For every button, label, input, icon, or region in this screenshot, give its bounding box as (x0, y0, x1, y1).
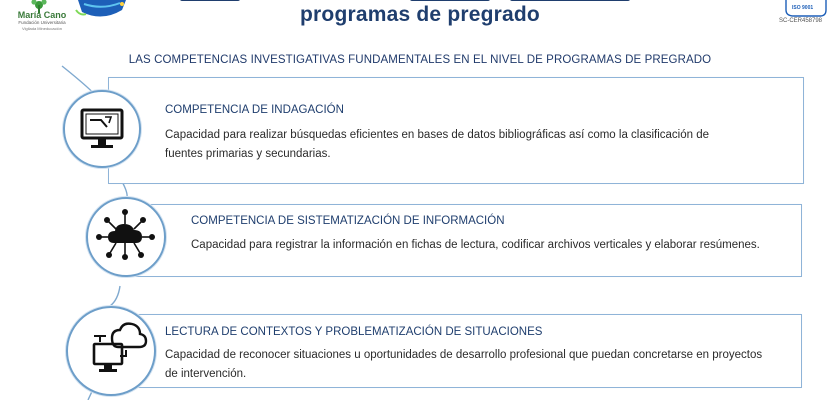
cloud-computer-icon (68, 308, 154, 394)
competency-card-indagacion (108, 77, 804, 184)
competency-description: Capacidad para realizar búsquedas eficientes en bases de datos bibliográficas así como la clasificación de fuentes primarias y secundarias. (165, 129, 710, 160)
competency-title: COMPETENCIA DE SISTEMATIZACIÓN DE INFORMACIÓN (191, 215, 505, 227)
iso-label: ISO 9001 (792, 5, 814, 11)
competency-description: Capacidad de reconocer situaciones u oportunidades de desarrollo profesional que puedan concretarse en proyectos de intervención. (165, 349, 763, 380)
competency-description: Capacidad para registrar la información en fichas de lectura, codificar archivos verticales y elaborar resúmenes. (191, 239, 760, 251)
icon-circle (66, 306, 156, 396)
section-subtitle: LAS COMPETENCIAS INVESTIGATIVAS FUNDAMENTALES EN EL NIVEL DE PROGRAMAS DE PREGRADO (128, 54, 712, 66)
left-logo-tagline: Vigilada Mineducación (22, 26, 62, 31)
competency-card-sistematizacion (130, 204, 802, 277)
page-title: programas de pregrado (300, 3, 540, 26)
competency-title: COMPETENCIA DE INDAGACIÓN (165, 104, 344, 116)
left-logo-text: María Cano (17, 10, 67, 20)
competency-title: LECTURA DE CONTEXTOS Y PROBLEMATIZACIÓN DE SITUACIONES (165, 326, 543, 338)
competency-card-lectura-contextos (130, 314, 802, 388)
monitor-icon (65, 92, 139, 166)
cloud-network-icon (88, 199, 164, 275)
icon-circle (86, 197, 166, 277)
left-logo-subtext: Fundación Universitaria (18, 20, 66, 25)
icon-circle (63, 90, 141, 168)
certificate-code: SC-CER458798 (779, 18, 823, 24)
